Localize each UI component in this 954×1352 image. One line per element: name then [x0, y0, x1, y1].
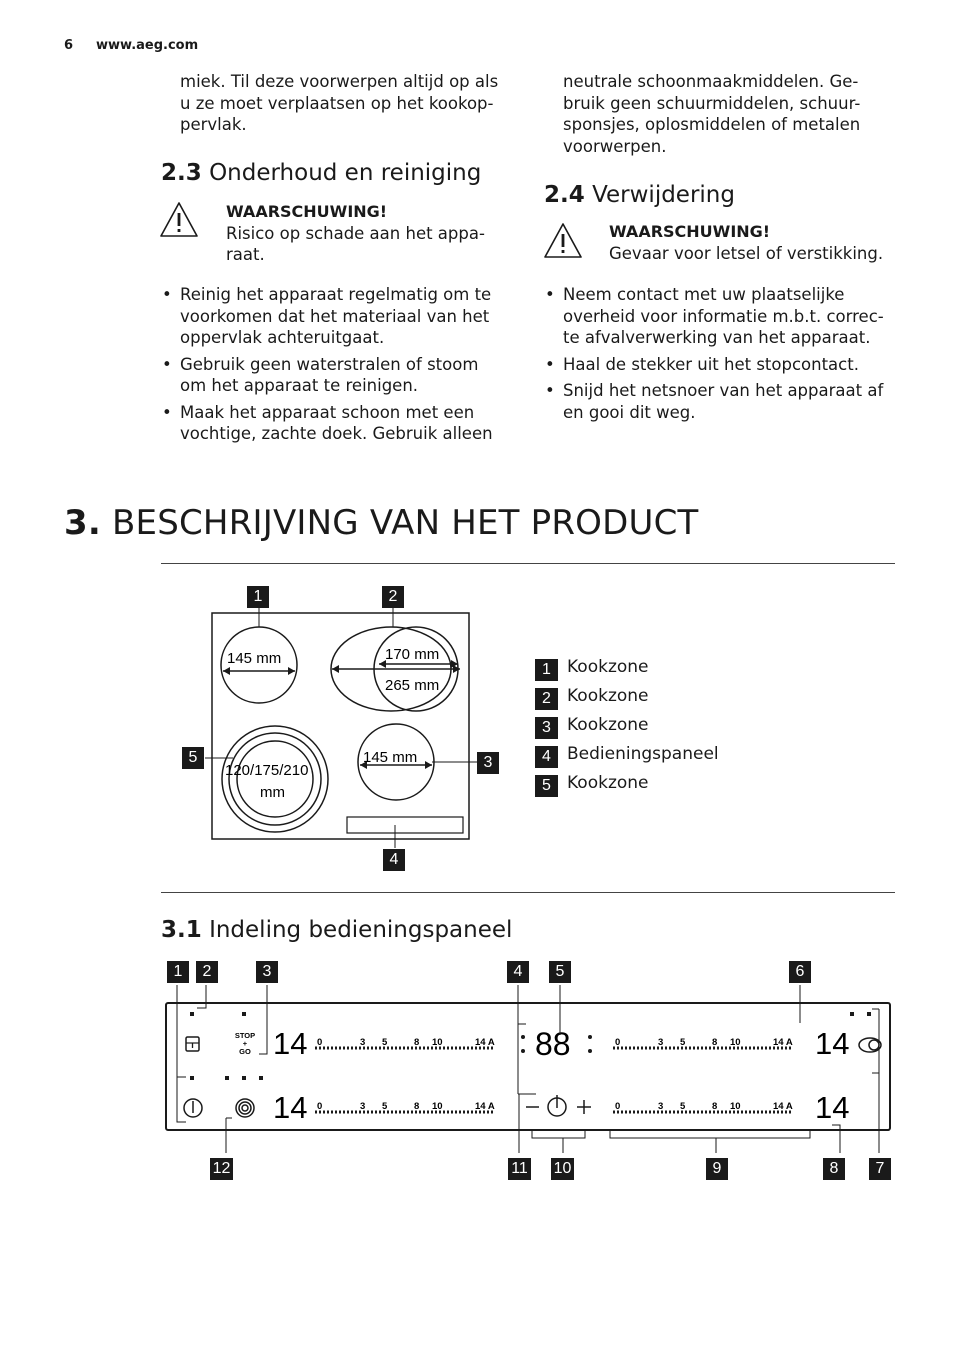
display-14: 14 — [273, 1090, 308, 1125]
zone2-inner-label: 170 mm — [385, 646, 440, 663]
svg-text:10: 10 — [432, 1037, 443, 1048]
svg-text:GO: GO — [239, 1047, 251, 1056]
callout-2: 2 — [382, 586, 404, 608]
svg-text:5: 5 — [382, 1101, 388, 1112]
list-item: • Gebruik geen waterstralen of stoom om het apparaat te reinigen. — [162, 354, 512, 397]
callout-3: 3 — [256, 961, 278, 983]
page-number: 6 — [64, 38, 74, 53]
warning-block-right: WAARSCHUWING! Gevaar voor letsel of verstikking. — [609, 221, 909, 264]
svg-text:3: 3 — [360, 1037, 366, 1048]
display-14: 14 — [273, 1026, 308, 1061]
left-bullets — [162, 284, 512, 450]
svg-text:10: 10 — [730, 1101, 741, 1112]
svg-text:8: 8 — [414, 1101, 420, 1112]
svg-text:14 A: 14 A — [773, 1101, 793, 1112]
svg-text:10: 10 — [432, 1101, 443, 1112]
list-item: • Neem contact met uw plaatselijke overheid voor informatie m.b.t. correc- te afvalverwerking van het apparaat. — [545, 284, 905, 349]
callout-1: 1 — [247, 586, 269, 608]
callout-5: 5 — [549, 961, 571, 983]
header-url: www.aeg.com — [96, 38, 199, 53]
svg-text:3: 3 — [658, 1101, 664, 1112]
callout-7: 7 — [869, 1158, 891, 1180]
svg-text:5: 5 — [680, 1101, 686, 1112]
list-item: • Maak het apparaat schoon met een vochtige, zachte doek. Gebruik alleen — [162, 402, 512, 445]
callout-6: 6 — [789, 961, 811, 983]
svg-text:5: 5 — [680, 1037, 686, 1048]
right-intro: neutrale schoonmaakmiddelen. Ge- bruik geen schuurmiddelen, schuur- sponsjes, oplosmiddelen of metalen voorwerpen. — [563, 72, 861, 156]
stop-go-label: STOP — [234, 1031, 256, 1040]
zone1-label: 145 mm — [227, 650, 282, 667]
svg-text:0: 0 — [317, 1101, 323, 1112]
legend-item: 4 Bedieningspaneel — [535, 743, 795, 769]
warning-block-left: WAARSCHUWING! Risico op schade aan het appa- raat. — [226, 201, 516, 266]
divider — [161, 563, 895, 564]
svg-text:10: 10 — [730, 1037, 741, 1048]
display-14: 14 — [815, 1090, 850, 1125]
svg-text:14 A: 14 A — [475, 1037, 495, 1048]
svg-text:8: 8 — [414, 1037, 420, 1048]
callout-5: 5 — [182, 747, 204, 769]
callout-3: 3 — [477, 752, 499, 774]
callout-8: 8 — [823, 1158, 845, 1180]
legend-item: 5 Kookzone — [535, 772, 795, 798]
svg-text:0: 0 — [615, 1037, 621, 1048]
callout-9: 9 — [706, 1158, 728, 1180]
section-2-3-heading: 2.3 Onderhoud en reiniging — [161, 160, 482, 186]
callout-2: 2 — [196, 961, 218, 983]
svg-text:5: 5 — [382, 1037, 388, 1048]
svg-text:14 A: 14 A — [773, 1037, 793, 1048]
legend-item: 3 Kookzone — [535, 714, 795, 740]
svg-text:8: 8 — [712, 1101, 718, 1112]
list-item: • Reinig het apparaat regelmatig om te voorkomen dat het materiaal van het oppervlak achteruitgaat. — [162, 284, 512, 349]
warning-title: WAARSCHUWING! — [609, 222, 771, 241]
right-bullets — [545, 284, 905, 428]
svg-text:14 A: 14 A — [475, 1101, 495, 1112]
callout-1: 1 — [167, 961, 189, 983]
warning-icon — [159, 201, 199, 239]
callout-11: 11 — [508, 1158, 531, 1180]
zone3-label: 145 mm — [363, 749, 418, 766]
callout-4: 4 — [383, 849, 405, 871]
svg-text:3: 3 — [360, 1101, 366, 1112]
divider — [161, 892, 895, 893]
svg-text:0: 0 — [317, 1037, 323, 1048]
list-item: • Snijd het netsnoer van het apparaat af en gooi dit weg. — [545, 380, 905, 423]
callout-10: 10 — [551, 1158, 574, 1180]
list-item: • Haal de stekker uit het stopcontact. — [545, 354, 905, 376]
svg-text:0: 0 — [615, 1101, 621, 1112]
control-panel-diagram — [160, 985, 895, 1155]
svg-text:3: 3 — [658, 1037, 664, 1048]
timer-display: 88 — [535, 1026, 571, 1062]
chapter-title: 3. BESCHRIJVING VAN HET PRODUCT — [64, 503, 699, 543]
warning-icon — [543, 222, 583, 260]
svg-text:+: + — [242, 1039, 248, 1048]
warning-title: WAARSCHUWING! — [226, 202, 388, 221]
left-intro: miek. Til deze voorwerpen altijd op als u ze moet verplaatsen op het kookop- pervlak. — [180, 72, 499, 134]
display-14: 14 — [815, 1026, 850, 1061]
zone5-label-b: mm — [260, 784, 285, 801]
section-2-4-heading: 2.4 Verwijdering — [544, 182, 735, 208]
legend-item: 2 Kookzone — [535, 685, 795, 711]
zone2-outer-label: 265 mm — [385, 677, 440, 694]
hob-diagram — [175, 580, 505, 875]
section-3-1-heading: 3.1 Indeling bedieningspaneel — [161, 917, 513, 943]
callout-12: 12 — [210, 1158, 233, 1180]
legend-item: 1 Kookzone — [535, 656, 795, 682]
callout-4: 4 — [507, 961, 529, 983]
svg-text:8: 8 — [712, 1037, 718, 1048]
zone5-label-a: 120/175/210 — [225, 762, 309, 779]
